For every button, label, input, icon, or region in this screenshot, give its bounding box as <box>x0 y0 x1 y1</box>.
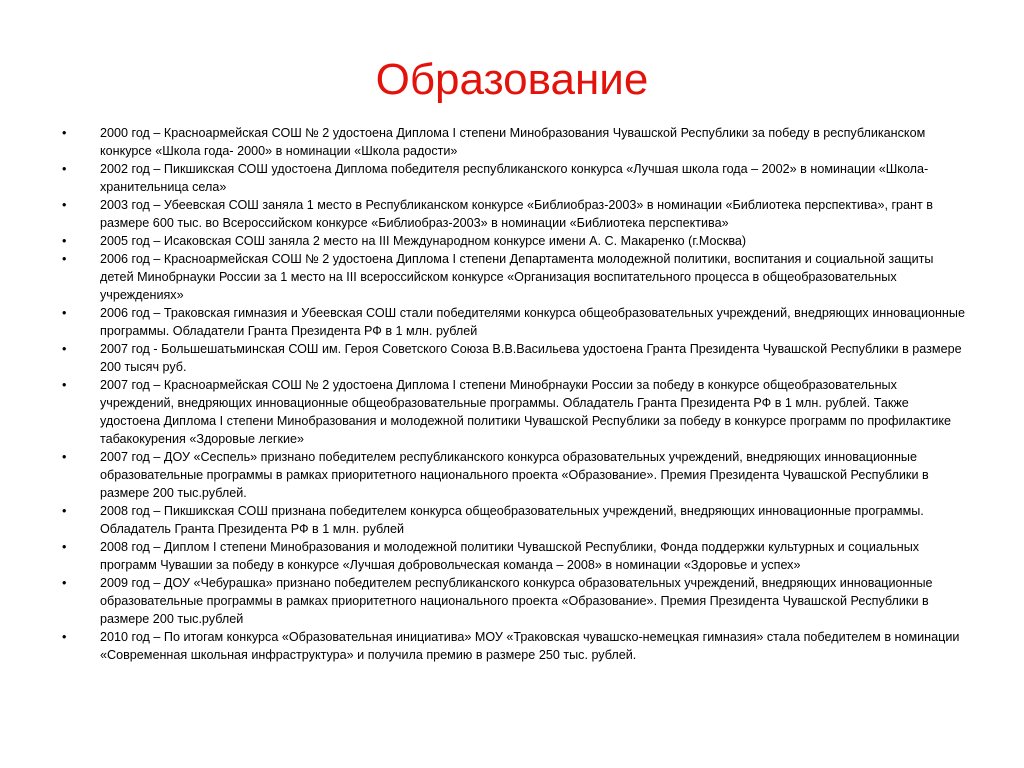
list-item <box>60 376 970 448</box>
list-item-text: 2009 год – ДОУ «Чебурашка» признано победителем республиканского конкурса образовательных учреждений, внедряющих инновационные образовательные программы в рамках приоритетного национального проекта «Образование». Премия Президента Чувашской Республики в размере 200 тыс.рублей <box>100 576 933 626</box>
list-item <box>60 124 970 160</box>
list-item <box>60 538 970 574</box>
list-item <box>60 304 970 340</box>
list-item-text: 2005 год – Исаковская СОШ заняла 2 место на III Международном конкурсе имени А. С. Макаренко (г.Москва) <box>100 234 747 248</box>
list-item-text: 2006 год – Красноармейская СОШ № 2 удостоена Диплома I степени Департамента молодежной политики, воспитания и социальной защиты детей Минобрнауки России за 1 место на III всероссийском конкурсе «Организация воспитательного процесса в общеобразовательных учреждениях» <box>100 252 934 302</box>
bullet-icon: • <box>62 630 67 644</box>
bullet-icon: • <box>62 252 67 266</box>
bullet-icon: • <box>62 378 67 392</box>
bullet-icon: • <box>62 504 67 518</box>
list-item <box>60 232 970 250</box>
list-item-text: 2007 год – ДОУ «Сеспель» признано победителем республиканского конкурса образовательных учреждений, внедряющих инновационные образовательные программы в рамках приоритетного национального проекта «Образование». Премия Президента Чувашской Республики в размере 200 тыс.рублей. <box>100 450 929 500</box>
list-item-text: 2000 год – Красноармейская СОШ № 2 удостоена Диплома I степени Минобразования Чувашской Республики за победу в республиканском конкурсе «Школа года- 2000» в номинации «Школа радости» <box>100 126 926 158</box>
list-item <box>60 196 970 232</box>
bullet-icon: • <box>62 162 67 176</box>
bullet-icon: • <box>62 234 67 248</box>
list-item <box>60 628 970 664</box>
list-item <box>60 448 970 502</box>
list-item-text: 2008 год – Пикшикская СОШ признана победителем конкурса общеобразовательных учреждений, внедряющих инновационные программы. Обладатель Гранта Президента РФ в 1 млн. рублей <box>100 504 924 536</box>
list-item <box>60 250 970 304</box>
list-item-text: 2003 год – Убеевская СОШ заняла 1 место в Республиканском конкурсе «Библиобраз-2003» в номинации «Библиотека перспектива», грант в размере 600 тыс. во Всероссийском конкурсе «Библиобраз-2003» в номинации «Библиотека перспектива» <box>100 198 933 230</box>
list-item-text: 2006 год – Траковская гимназия и Убеевская СОШ стали победителями конкурса общеобразовательных учреждений, внедряющих инновационные программы. Обладатели Гранта Президента РФ в 1 млн. рублей <box>100 306 965 338</box>
list-item-text: 2010 год – По итогам конкурса «Образовательная инициатива» МОУ «Траковская чувашско-немецкая гимназия» стала победителем в номинации «Современная школьная инфраструктура» и получила премию в размере 250 тыс. рублей. <box>100 630 960 662</box>
bullet-icon: • <box>62 540 67 554</box>
bullet-icon: • <box>62 450 67 464</box>
bullet-icon: • <box>62 342 67 356</box>
bullet-icon: • <box>62 198 67 212</box>
list-item <box>60 574 970 628</box>
slide-title: Образование <box>375 55 649 104</box>
list-item-text: 2007 год – Красноармейская СОШ № 2 удостоена Диплома I степени Минобрнауки России за победу в конкурсе общеобразовательных учреждений, внедряющих инновационные общеобразовательные программы. Обладатель Гранта Президента РФ в 1 млн. рублей. Также удостоена Диплома I степени Минобразования и молодежной политики Чувашской Республики за победу в конкурсе программ по профилактике табакокурения «Здоровые легкие» <box>100 378 952 446</box>
bullet-icon: • <box>62 306 67 320</box>
bullet-icon: • <box>62 126 67 140</box>
bullet-list <box>60 124 970 664</box>
list-item-text: 2002 год – Пикшикская СОШ удостоена Диплома победителя республиканского конкурса «Лучшая школа года – 2002» в номинации «Школа-хранительница села» <box>100 162 929 194</box>
list-item-text: 2007 год - Большешатьминская СОШ им. Героя Советского Союза В.В.Васильева удостоена Гранта Президента Чувашской Республики в размере 200 тысяч руб. <box>100 342 962 374</box>
list-item <box>60 160 970 196</box>
bullet-icon: • <box>62 576 67 590</box>
list-item-text: 2008 год – Диплом I степени Минобразования и молодежной политики Чувашской Республики, Фонда поддержки культурных и социальных программ Чувашии за победу в конкурсе «Лучшая добровольческая команда – 2008» в номинации «Здоровье и успех» <box>100 540 920 572</box>
list-item <box>60 502 970 538</box>
list-item <box>60 340 970 376</box>
